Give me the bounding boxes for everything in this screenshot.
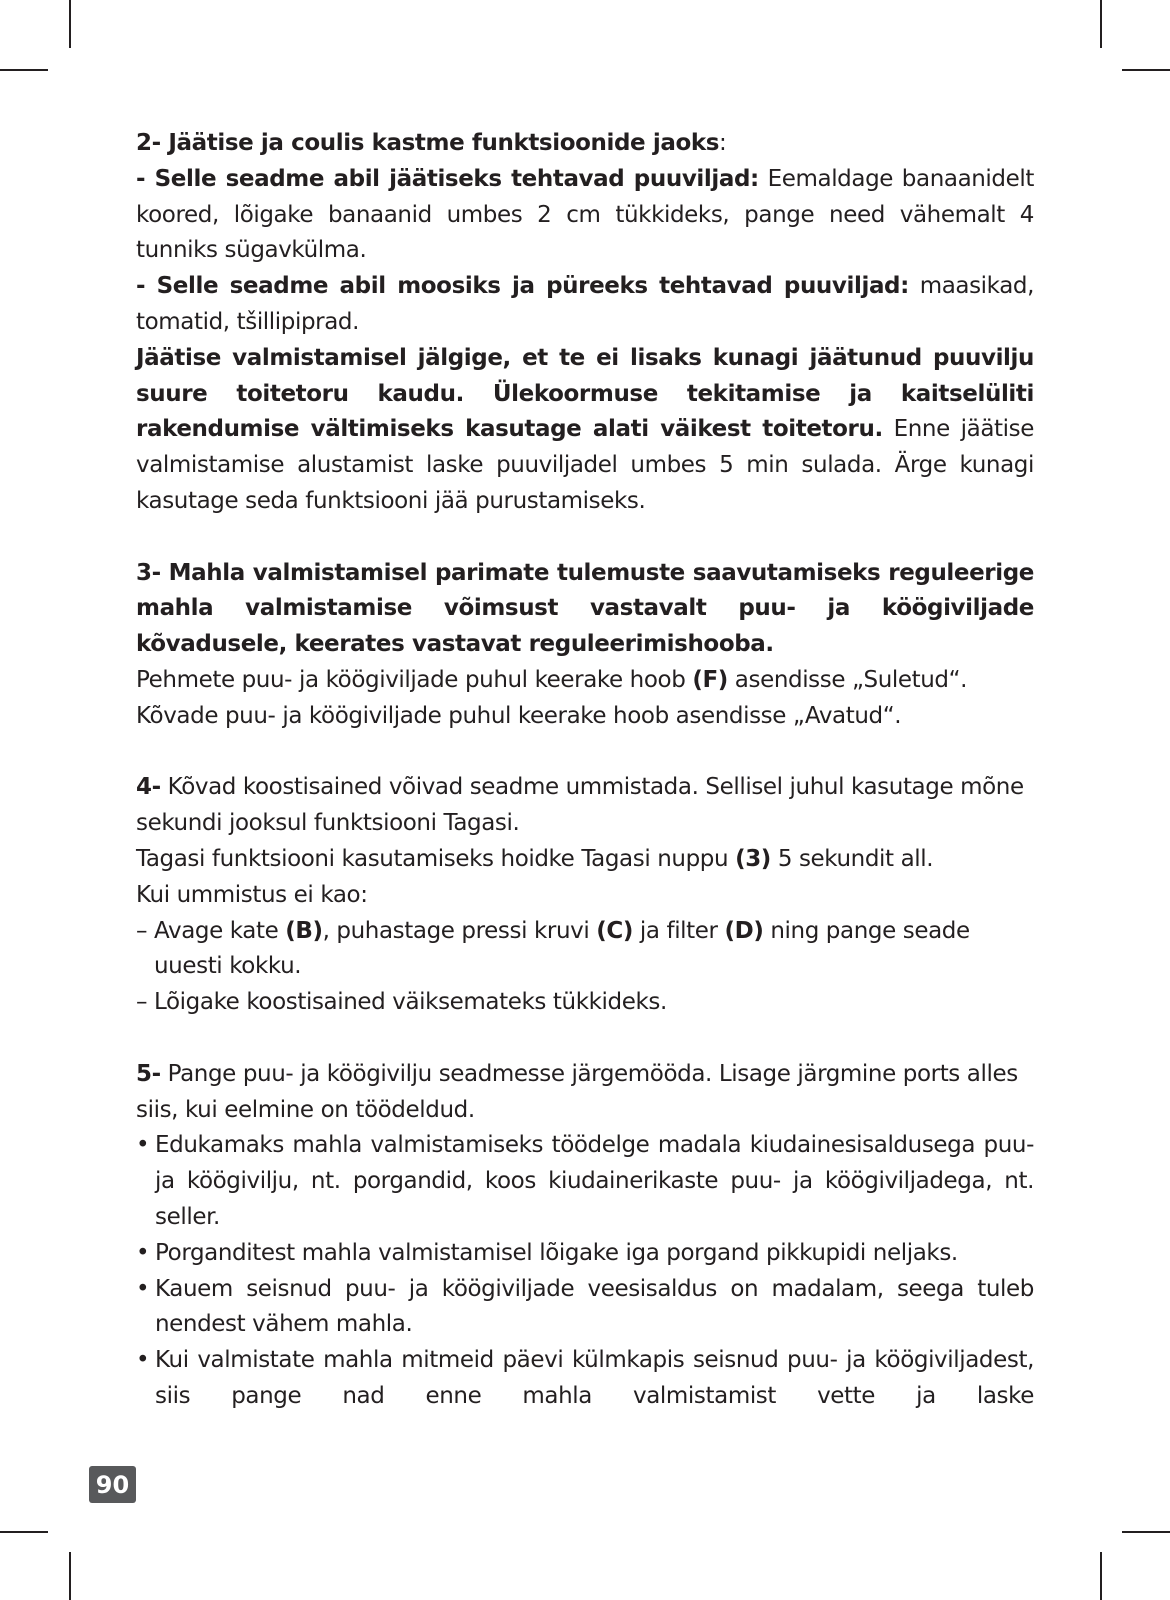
crop-mark-bottom-left-horizontal — [0, 1531, 48, 1533]
section-2-paragraph-jam-fruit: - Selle seadme abil moosiks ja püreeks tehtavad puuviljad: maasikad, tomatid, tšillipiprad. — [136, 273, 1034, 335]
dash-marker: – — [136, 917, 148, 944]
crop-mark-top-right-vertical — [1100, 0, 1102, 48]
spacer — [136, 735, 1034, 771]
section-4-dash-item: – Avage kate (B), puhastage pressi kruvi (C) ja filter (D) ning pange seade uuesti kokku. — [136, 914, 1034, 986]
bullet-marker: • — [136, 1275, 150, 1302]
section-3-line-hard: Kõvade puu- ja köögiviljade puhul keerake hoob asendisse „Avatud“. — [136, 702, 902, 729]
crop-mark-top-left-horizontal — [0, 69, 48, 71]
section-2-heading: 2- Jäätise ja coulis kastme funktsioonide jaoks: — [136, 130, 727, 156]
section-5-paragraph: 5- Pange puu- ja köögivilju seadmesse järgemööda. Lisage järgmine ports alles siis, kui eelmine on töödeldud. — [136, 1060, 1018, 1123]
section-5-bullet-item: • Kauem seisnud puu- ja köögiviljade veesisaldus on madalam, seega tuleb nendest vähem mahla. — [136, 1272, 1034, 1344]
section-2-paragraph-ice-cream-fruit: - Selle seadme abil jäätiseks tehtavad puuviljad: Eemaldage banaanidelt koored, lõigake banaanid umbes 2 cm tükkideks, pange need vähemalt 4 tunniks sügavkülma. — [136, 165, 1034, 264]
section-4-paragraph: 4- Kõvad koostisained võivad seadme ummistada. Sellisel juhul kasutage mõne sekundi jooksul funktsiooni Tagasi. — [136, 774, 1024, 837]
section-4-reverse-instruction: Tagasi funktsiooni kasutamiseks hoidke Tagasi nuppu (3) 5 sekundit all. — [136, 845, 934, 872]
spacer — [136, 520, 1034, 556]
bullet-marker: • — [136, 1132, 150, 1159]
bullet-marker: • — [136, 1239, 150, 1266]
spacer — [136, 1021, 1034, 1057]
crop-mark-bottom-left-vertical — [69, 1552, 71, 1600]
dash-marker: – — [136, 989, 148, 1016]
section-3-heading: 3- Mahla valmistamisel parimate tulemuste saavutamiseks reguleerige mahla valmistamise võimsust vastavalt puu- ja köögiviljade kõvadusele, keerates vastavat reguleerimishoobа. — [136, 559, 1034, 658]
section-5-bullet-item: • Edukamaks mahla valmistamiseks töödelge madala kiudainesisaldusega puu- ja köögivilju, nt. porgandid, koos kiudainerikaste puu- ja köögiviljadega, nt. seller. — [136, 1128, 1034, 1235]
crop-mark-top-left-vertical — [69, 0, 71, 48]
section-4-dash-item: – Lõigake koostisained väiksemateks tükkideks. — [136, 985, 1034, 1021]
crop-mark-top-right-horizontal — [1122, 69, 1170, 71]
section-4-if-clog: Kui ummistus ei kao: — [136, 881, 368, 908]
section-5-bullet-item: • Porganditest mahla valmistamisel lõigake iga porgand pikkupidi neljaks. — [136, 1236, 1034, 1272]
section-2-warning-paragraph: Jäätise valmistamisel jälgige, et te ei lisaks kunagi jäätunud puuvilju suure toitetoru kaudu. Ülekoormuse tekitamise ja kaitselüliti rakendumise vältimiseks kasutage alati väikest toitetoru. Enne jäätise valmistamise alustamist laske puuviljadel umbes 5 min sulada. Ärge kunagi kasutage seda funktsiooni jää purustamiseks. — [136, 344, 1034, 514]
bullet-marker: • — [136, 1347, 150, 1374]
manual-text — [136, 126, 1034, 1415]
crop-mark-bottom-right-horizontal — [1122, 1531, 1170, 1533]
crop-mark-bottom-right-vertical — [1100, 1552, 1102, 1600]
page-number-badge: 90 — [89, 1466, 136, 1503]
section-3-line-soft: Pehmete puu- ja köögiviljade puhul keerake hoob (F) asendisse „Suletud“. — [136, 666, 968, 693]
section-5-bullet-item: • Kui valmistate mahla mitmeid päevi külmkapis seisnud puu- ja köögiviljadest, siis pange nad enne mahla valmistamist vette ja laske — [136, 1343, 1034, 1415]
